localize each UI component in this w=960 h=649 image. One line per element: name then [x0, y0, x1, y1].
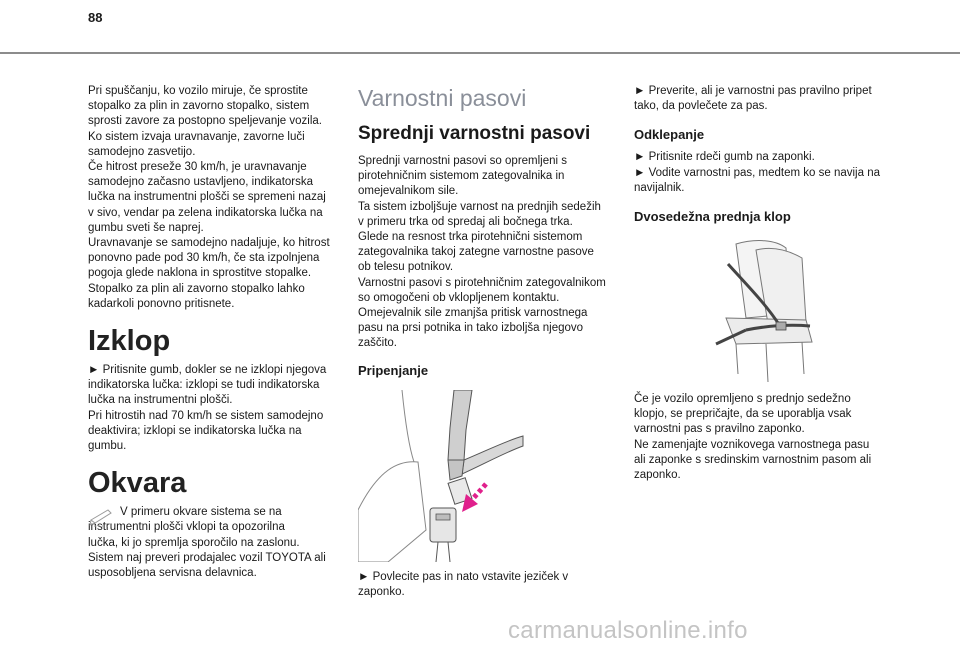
note-pen-icon — [88, 507, 116, 527]
pripenjanje-heading: Pripenjanje — [358, 362, 429, 378]
front-belts-paragraph: Sprednji varnostni pasovi so opremljeni s pirotehničnim sistemom zategovalnika in omejevalnikom sile. Ta sistem izboljšuje varnost na prednjih sedežih v primeru trka od spredaj ali bočnega trka. Glede na resnost trka pirotehnični sistemom zategovalnika takoj zategne varnostne pasove ob telesu potnikov. Varnostni pasovi s pirotehničnim zategovalnikom so omogočeni ob vklopljenem kontaktu. Omejevalnik sile zmanjša pritisk varnostnega pasu na prsi potnika in tako izboljša njegovo zaščito. — [358, 155, 606, 350]
okvara-heading: Okvara — [88, 467, 187, 500]
header-rule — [0, 52, 960, 54]
column-2 — [358, 84, 618, 600]
column-3 — [634, 84, 894, 483]
odklepanje-paragraph: ► Pritisnite rdeči gumb na zaponki. ► Vodite varnostni pas, medtem ko se navija na navijalnik. — [634, 151, 880, 194]
intro-paragraph: Pri spuščanju, ko vozilo miruje, če sprostite stopalko za plin in zavorno stopalko, sistem sprosti zavore za postopno speljevanje vozila. Ko sistem izvaja uravnavanje, zavorne luči samodejno zasvetijo. Če hitrost preseže 30 km/h, je uravnavanje samodejno začasno ustavljeno, indikatorska lučka na instrumentni plošči se spremeni nazaj v sivo, vendar pa zelena indikatorska lučka na gumbu sveti še naprej. Uravnavanje se samodejno nadaljuje, ko hitrost ponovno pade pod 30 km/h, če sta izpolnjena pogoja glede naklona in sprostitve stopalke. Stopalko za plin ali zavorno stopalko lahko kadarkoli ponovno pritisnete. — [88, 85, 330, 310]
front-belts-heading: Sprednji varnostni pasovi — [358, 123, 591, 144]
check-belt-paragraph: ► Preverite, ali je varnostni pas pravilno pripet tako, da povlečete za pas. — [634, 85, 872, 113]
watermark: carmanualsonline.info — [508, 617, 748, 644]
klop-paragraph: Če je vozilo opremljeno s prednjo sedežno klopjo, se prepričajte, da se uporablja vsak varnostni pas s pravilno zaponko. Ne zamenjajte voznikovega varnostnega pasu ali zaponke s sredinskim varnostnim pasom ali zaponko. — [634, 393, 872, 482]
column-1 — [88, 84, 338, 581]
bench-seat-illustration — [706, 234, 816, 384]
page-number: 88 — [88, 10, 103, 25]
okvara-note — [88, 505, 338, 581]
okvara-paragraph: V primeru okvare sistema se na instrumentni plošči vklopi ta opozorilna lučka, ki jo spremlja sporočilo na zaslonu. Sistem naj preveri prodajalec vozil TOYOTA ali usposobljena servisna delavnica. — [88, 506, 326, 580]
izklop-heading: Izklop — [88, 325, 171, 358]
klop-heading: Dvosedežna prednja klop — [634, 209, 791, 225]
section-title: Varnostni pasovi — [358, 85, 527, 111]
pripenjanje-paragraph: ► Povlecite pas in nato vstavite jeziček v zaponko. — [358, 570, 569, 598]
odklepanje-heading: Odklepanje — [634, 127, 705, 143]
buckle-illustration — [358, 390, 528, 562]
izklop-paragraph: ► Pritisnite gumb, dokler se ne izklopi njegova indikatorska lučka: izklopi se tudi indikatorska lučka na instrumentni plošči. Pri hitrostih nad 70 km/h se sistem samodejno deaktivira; izklopi se indikatorska lučka na gumbu. — [88, 364, 327, 453]
